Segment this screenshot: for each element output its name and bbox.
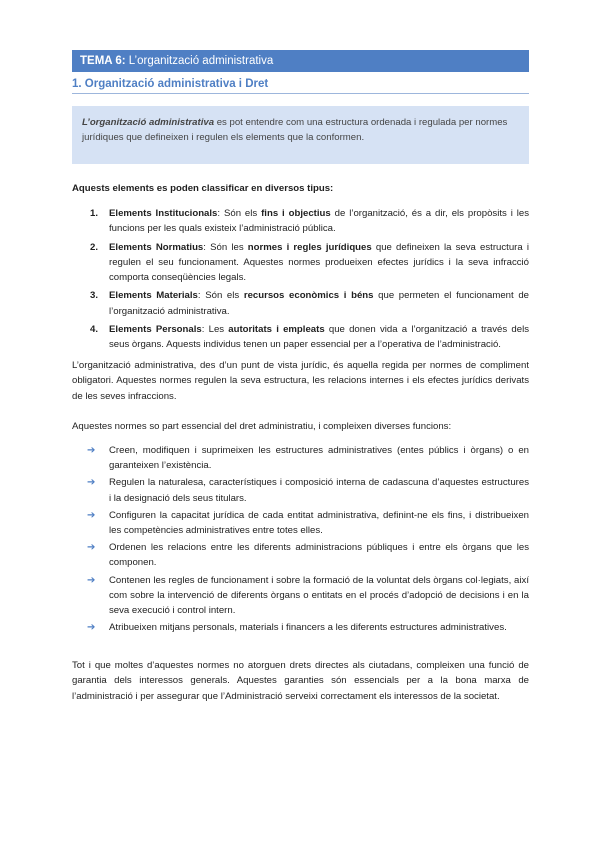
item-text: que defineixen la seva estructura i regulen el seu funcionament. Aquestes normes produeixen efectes jurídics i la seva infracció comporta conseqüències legals.	[109, 241, 529, 284]
definition-box	[72, 106, 529, 164]
item-name: Elements Institucionals	[109, 208, 218, 219]
arrow-right-icon: ➔	[87, 574, 96, 586]
item-number: 2.	[90, 241, 99, 253]
item-number: 4.	[90, 324, 99, 336]
list-item	[72, 288, 529, 319]
section-heading: 1. Organització administrativa i Dret	[72, 78, 529, 94]
function-text: Regulen la naturalesa, característiques i composició interna de cadascuna d’aquestes estructures i la designació dels seus titulars.	[109, 477, 529, 504]
list-item	[72, 573, 529, 619]
chapter-title-bar	[72, 50, 529, 72]
function-text: Configuren la capacitat jurídica de cada entitat administrativa, definint-ne els fins, i distribueixen les competències administratives entre totes elles.	[109, 509, 529, 537]
definition-term: L’organització administrativa	[82, 117, 215, 128]
paragraph-functions-intro: Aquestes normes so part essencial del dret administratiu, i compleixen diverses funcions:	[72, 421, 452, 432]
element-types-list	[72, 206, 529, 356]
item-text: : Les	[201, 324, 229, 336]
arrow-right-icon: ➔	[87, 622, 96, 634]
function-text: Ordenen les relacions entre les diferents administracions públiques i entre els òrgans que les componen.	[109, 542, 529, 569]
list-item	[72, 322, 529, 353]
item-text: que permeten el funcionament de l’organització administrativa.	[109, 290, 530, 317]
function-text: Contenen les regles de funcionament i sobre la formació de la voluntat dels òrgans col·legiats, així com sobre la intervenció de diferents òrgans o entitats en el procés d’adopció de decisions i en la seva execució i control intern.	[109, 574, 529, 617]
item-number: 3.	[90, 290, 99, 302]
list-item	[72, 240, 529, 286]
list-item	[72, 443, 529, 474]
functions-list	[72, 443, 529, 637]
arrow-right-icon: ➔	[87, 542, 96, 554]
paragraph-conclusion: Tot i que moltes d’aquestes normes no atorguen drets directes als ciutadans, compleixen una funció de garantia dels interessos generals. Aquestes garanties són essencials per a la bona marxa de l’administració i per assegurar que l’Administració serveixi correctament els interessos de la societat.	[72, 660, 529, 702]
item-text: : Són les	[203, 241, 248, 253]
item-text: que donen vida a l’organització a través dels seus òrgans. Aquests individus tenen un paper essencial per a l’operativa de l’administració.	[109, 324, 529, 351]
paragraph-legal-view: L’organització administrativa, des d’un punt de vista jurídic, és aquella regida per normes de compliment obligatori. Aquestes normes regulen la seva estructura, les relacions internes i els efectes jurídics derivats de les seves infraccions.	[72, 360, 529, 402]
item-text: de l’organització, és a dir, els propòsits i les funcions per les quals existeix l’administració pública.	[109, 208, 529, 235]
list-item	[72, 206, 529, 237]
definition-text: es pot entendre com una estructura ordenada i regulada per normes jurídiques que defineixen i regulen els elements que la conformen.	[82, 117, 508, 143]
item-number: 1.	[90, 208, 99, 219]
item-emphasis: fins i objectius	[261, 208, 331, 219]
list-item	[72, 508, 529, 539]
item-name: Elements Materials	[109, 290, 198, 302]
arrow-right-icon: ➔	[87, 509, 96, 521]
list-item	[72, 475, 529, 506]
item-name: Elements Normatius	[109, 241, 204, 253]
list-item	[72, 620, 529, 635]
item-emphasis: recursos econòmics i béns	[243, 290, 374, 302]
chapter-number: TEMA 6:	[80, 55, 126, 67]
classification-lead: Aquests elements es poden classificar en diversos tipus:	[72, 183, 334, 194]
item-emphasis: autoritats i empleats	[228, 324, 325, 336]
chapter-title: L’organització administrativa	[125, 55, 274, 67]
item-text: : Són els	[197, 290, 244, 302]
list-item	[72, 540, 529, 571]
item-name: Elements Personals	[109, 324, 202, 336]
function-text: Creen, modifiquen i suprimeixen les estructures administratives (entes públics i òrgans) o en garanteixen l’existència.	[109, 445, 529, 472]
function-text: Atribueixen mitjans personals, materials i financers a les diferents estructures administratives.	[109, 622, 507, 634]
arrow-right-icon: ➔	[87, 477, 96, 489]
arrow-right-icon: ➔	[87, 445, 96, 456]
item-emphasis: normes i regles jurídiques	[247, 241, 372, 253]
item-text: : Són els	[217, 208, 262, 219]
